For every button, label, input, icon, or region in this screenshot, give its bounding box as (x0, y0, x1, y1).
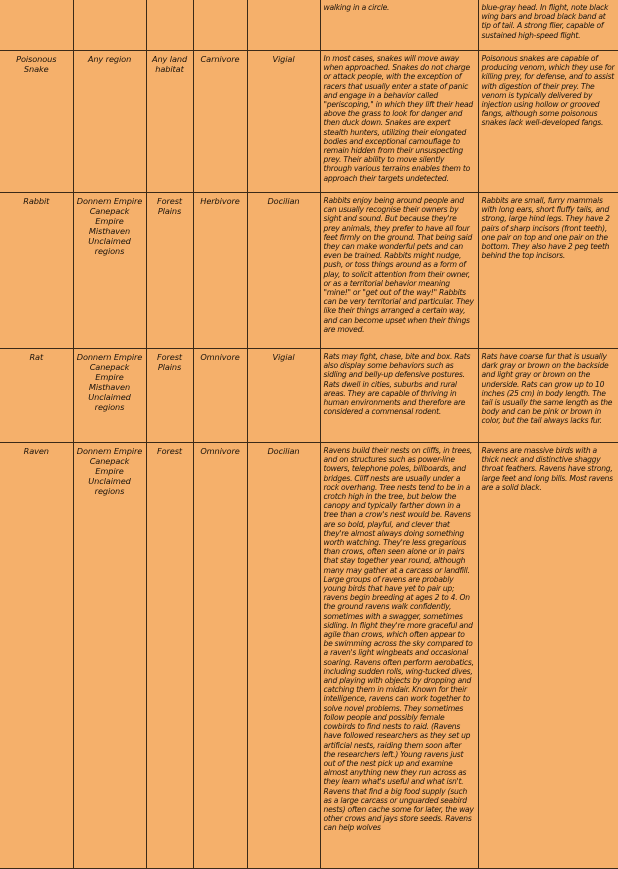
creature-behavior: Rabbits enjoy being around people and can usually recognise their owners by sight and sound. But because they're prey animals, they prefer to have all four feet firmly on the ground. That being said they can make wonderful pets and can even be trained. Rabbits might nudge, push, or toss things around as a form of play, to solicit attention from their owner, or as a territorial behavior meaning "mine!" or "get out of the way!" Rabbits can be very territorial and particular. They like their things arranged a certain way, and can become upset when their things are moved. (320, 193, 478, 349)
creature-name: Poisonous Snake (0, 51, 73, 193)
habitat-item: Plains (157, 206, 182, 216)
creature-appearance: Poisonous snakes are capable of producing venom, which they use for killing prey, for defense, and to assist with digestion of their prey. The venom is typically delivered by injection using hollow or grooved fangs, although some poisonous snakes lack well-developed fangs. (478, 51, 618, 193)
creature-temperament: Vigial (247, 51, 320, 193)
creature-habitats (146, 51, 193, 193)
creature-appearance: blue-gray head. In flight, note black wing bars and broad black band at tip of tail. A strong flier, capable of sustained high-speed flight. (478, 0, 618, 51)
habitat-item: Forest (157, 352, 182, 362)
creature-temperament: Docilian (247, 193, 320, 349)
creature-temperament (247, 0, 320, 51)
creature-behavior: walking in a circle. (320, 0, 478, 51)
creature-regions (73, 349, 146, 443)
table-row (0, 193, 618, 349)
creature-appearance: Rabbits are small, furry mammals with long ears, short fluffy tails, and strong, large hind legs. They have 2 pairs of sharp incisors (front teeth), one pair on top and one pair on the bottom. They also have 2 peg teeth behind the top incisors. (478, 193, 618, 349)
creature-appearance: Rats have coarse fur that is usually dark gray or brown on the backside and light gray or brown on the underside. Rats can grow up to 10 inches (25 cm) in body length. The tail is usually the same length as the body and can be pink or brown in color, but the tail always lacks fur. (478, 349, 618, 443)
creature-habitats (146, 349, 193, 443)
creature-regions (73, 193, 146, 349)
region-item: Canepack Empire (89, 206, 130, 226)
table-row (0, 443, 618, 869)
creature-diet: Herbivore (193, 193, 247, 349)
region-item: Misthaven (88, 382, 131, 392)
region-item: Donnern Empire (76, 446, 143, 456)
region-item: Unclaimed regions (88, 392, 131, 412)
table-row (0, 0, 618, 51)
region-item: Misthaven (88, 226, 131, 236)
creature-name: Rabbit (0, 193, 73, 349)
region-item: Unclaimed regions (88, 236, 131, 256)
creature-diet (193, 0, 247, 51)
table-row (0, 51, 618, 193)
creature-behavior: Ravens build their nests on cliffs, in trees, and on structures such as power-line towers, telephone poles, billboards, and bridges. Cliff nests are usually under a rock overhang. Tree nests tend to be in a crotch high in the tree, but below the canopy and typically farther down in a tree than a crow's nest would be. Ravens are so bold, playful, and clever that they're almost always doing something worth watching. They're less gregarious than crows, often seen alone or in pairs that stay together year round, although many may gather at a carcass or landfill. Large groups of ravens are probably young birds that have yet to pair up; ravens begin breeding at ages 2 to 4. On the ground ravens walk confidently, sometimes with a swagger, sometimes sidling. In flight they're more graceful and agile than crows, which often appear to be swimming across the sky compared to a raven's light wingbeats and occasional soaring. Ravens often perform aerobatics, including sudden rolls, wing-tucked dives, and playing with objects by dropping and catching them in midair. Known for their intelligence, ravens can work together to solve novel problems. They sometimes follow people and possibly female cowbirds to find nests to raid. (Ravens have followed researchers as they set up artificial nests, raiding them soon after the researchers left.) Young ravens just out of the nest pick up and examine almost anything new they run across as they learn what's useful and what isn't. Ravens that find a big food supply (such as a large carcass or unguarded seabird nests) often cache some for later, the way other crows and jays store seeds. Ravens can help wolves (320, 443, 478, 869)
creature-diet: Omnivore (193, 443, 247, 869)
region-item: Canepack Empire (89, 456, 130, 476)
habitat-item: Forest (157, 196, 182, 206)
creature-name (0, 0, 73, 51)
creature-temperament: Vigial (247, 349, 320, 443)
region-item: Any region (87, 54, 132, 64)
creature-habitats (146, 443, 193, 869)
habitat-item: Any land habitat (151, 54, 188, 74)
habitat-item: Plains (157, 362, 182, 372)
creature-regions (73, 0, 146, 51)
region-item: Donnern Empire (76, 352, 143, 362)
creature-behavior: Rats may fight, chase, bite and box. Rats also display some behaviors such as sidling and belly-up defensive postures. Rats dwell in cities, suburbs and rural areas. They are capable of thriving in human environments and therefore are considered a commensal rodent. (320, 349, 478, 443)
creature-regions (73, 51, 146, 193)
region-item: Canepack Empire (89, 362, 130, 382)
creature-habitats (146, 0, 193, 51)
creature-name: Rat (0, 349, 73, 443)
creature-appearance: Ravens are massive birds with a thick neck and distinctive shaggy throat feathers. Ravens have strong, large feet and long bills. Most ravens are a solid black. (478, 443, 618, 869)
creature-diet: Carnivore (193, 51, 247, 193)
creature-regions (73, 443, 146, 869)
region-item: Donnern Empire (76, 196, 143, 206)
habitat-item: Forest (157, 446, 182, 456)
creature-temperament: Docilian (247, 443, 320, 869)
creature-diet: Omnivore (193, 349, 247, 443)
creature-habitats (146, 193, 193, 349)
creature-name: Raven (0, 443, 73, 869)
region-item: Unclaimed regions (88, 476, 131, 496)
table-row (0, 349, 618, 443)
creature-behavior: In most cases, snakes will move away when approached. Snakes do not charge or attack people, with the exception of racers that usually enter a state of panic and engage in a behavior called "periscoping," in which they lift their head above the grass to look for danger and then duck down. Snakes are expert stealth hunters, utilizing their elongated bodies and exceptional camouflage to remain hidden from their unsuspecting prey. Their ability to move silently through various terrains enables them to approach their targets undetected. (320, 51, 478, 193)
